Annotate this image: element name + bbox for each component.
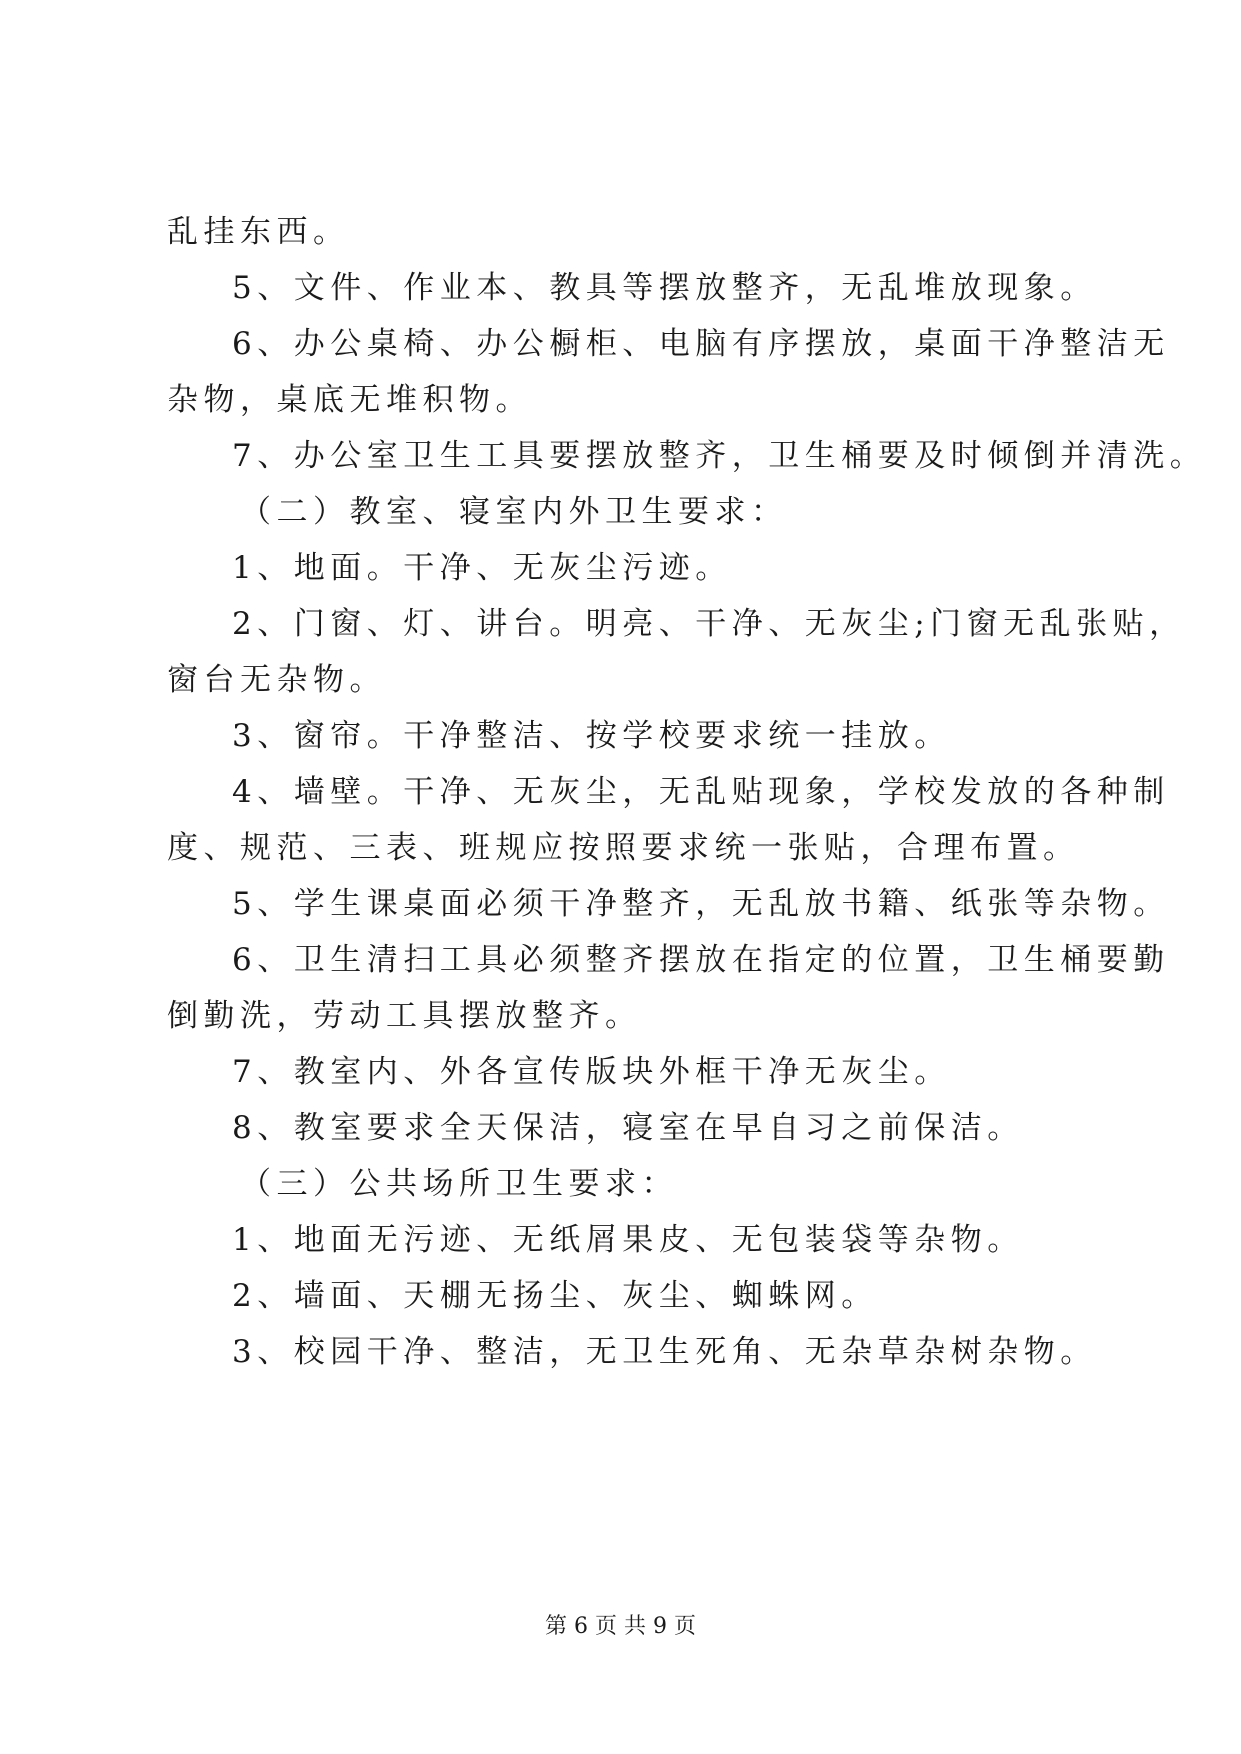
section-heading: （二）教室、寝室内外卫生要求： [240,494,788,530]
text-line: 8、教室要求全天保洁，寝室在早自习之前保洁。 [232,1110,1024,1146]
text-line: 倒勤洗，劳动工具摆放整齐。 [167,998,642,1034]
text-line: 3、窗帘。干净整洁、按学校要求统一挂放。 [232,718,951,754]
text-line: 5、文件、作业本、教具等摆放整齐，无乱堆放现象。 [232,270,1097,306]
text-line: 5、学生课桌面必须干净整齐，无乱放书籍、纸张等杂物。 [232,886,1170,922]
text-line: 1、地面无污迹、无纸屑果皮、无包装袋等杂物。 [232,1222,1024,1258]
text-line: 2、门窗、灯、讲台。明亮、干净、无灰尘;门窗无乱张贴， [232,606,1186,642]
text-line: 3、校园干净、整洁，无卫生死角、无杂草杂树杂物。 [232,1334,1097,1370]
text-line: 度、规范、三表、班规应按照要求统一张贴，合理布置。 [167,830,1080,866]
text-line: 7、教室内、外各宣传版块外框干净无灰尘。 [232,1054,951,1090]
text-line: 6、卫生清扫工具必须整齐摆放在指定的位置，卫生桶要勤 [232,942,1170,978]
text-line: 2、墙面、天棚无扬尘、灰尘、蜘蛛网。 [232,1278,878,1314]
page-number-footer: 第 6 页 共 9 页 [545,1614,696,1639]
text-line: 乱挂东西。 [167,214,350,250]
text-line: 7、办公室卫生工具要摆放整齐，卫生桶要及时倾倒并清洗。 [232,438,1207,474]
text-line: 4、墙壁。干净、无灰尘，无乱贴现象，学校发放的各种制 [232,774,1170,810]
text-line: 1、地面。干净、无灰尘污迹。 [232,550,732,586]
text-line: 窗台无杂物。 [167,662,386,698]
section-heading: （三）公共场所卫生要求： [240,1166,678,1202]
text-line: 6、办公桌椅、办公橱柜、电脑有序摆放，桌面干净整洁无 [232,326,1170,362]
text-line: 杂物，桌底无堆积物。 [167,382,532,418]
